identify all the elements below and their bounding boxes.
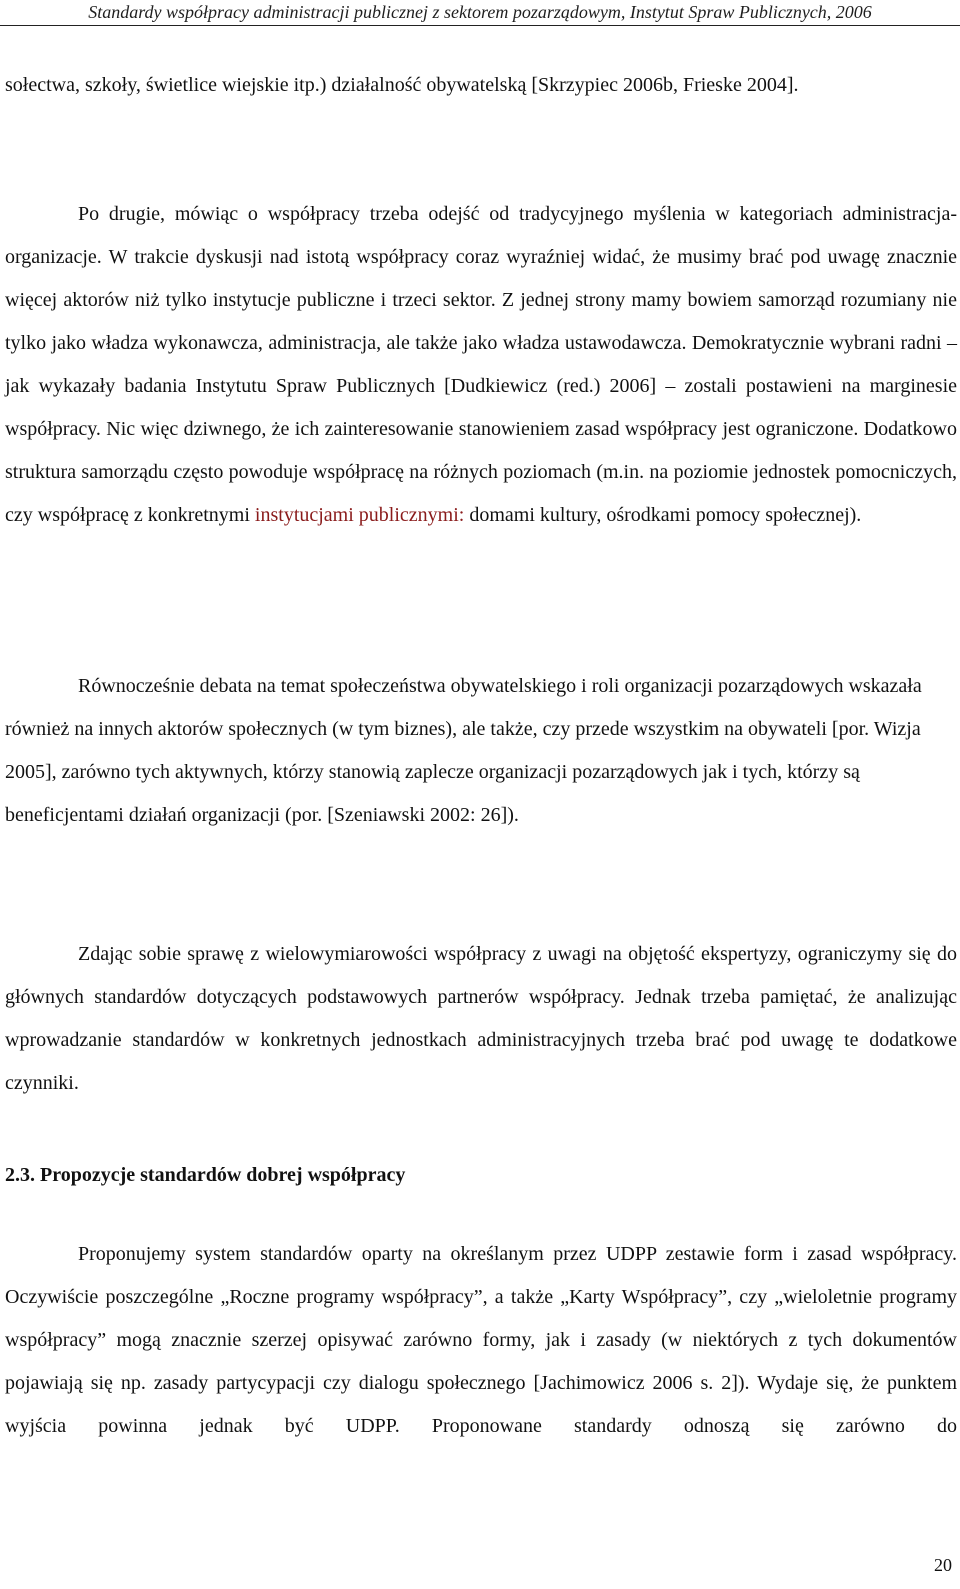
- header-rule: [0, 25, 960, 26]
- running-header: Standardy współpracy administracji publicznej z sektorem pozarządowym, Instytut Spraw Publicznych, 2006: [88, 2, 872, 22]
- paragraph-proposal: Proponujemy system standardów oparty na określanym przez UDPP zestawie form i zasad współpracy. Oczywiście poszczególne „Roczne programy współpracy”, a także „Karty Współpracy”, czy „wieloletnie programy współpracy” mogą znacznie szerzej opisywać zarówno formy, jak i zasady (w niektórych z tych dokumentów pojawiają się np. zasady partycypacji czy dialogu społecznego [Jachimowicz 2006 s. 2]). Wydaje się, że punktem wyjścia powinna jednak być UDPP. Proponowane standardy odnoszą się zarówno do: [5, 1243, 957, 1437]
- page-number: 20: [934, 1555, 952, 1575]
- institutions-link[interactable]: instytucjami publicznymi:: [254, 504, 465, 526]
- paragraph-actors-tail: domami kultury, ośrodkami pomocy społecznej).: [464, 504, 862, 526]
- paragraph-continuation: sołectwa, szkoły, świetlice wiejskie itp.) działalność obywatelską [Skrzypiec 2006b, Frieske 2004].: [5, 74, 799, 96]
- paragraph-scope: Zdając sobie sprawę z wielowymiarowości współpracy z uwagi na objętość ekspertyzy, ograniczymy się do głównych standardów dotyczących podstawowych partnerów współpracy. Jednak trzeba pamiętać, że analizując wprowadzanie standardów w konkretnych jednostkach administracyjnych trzeba brać pod uwagę te dodatkowe czynniki.: [5, 943, 957, 1094]
- paragraph-actors: [5, 193, 957, 537]
- paragraph-actors-text: Po drugie, mówiąc o współpracy trzeba odejść od tradycyjnego myślenia w kategoriach administracja-organizacje. W trakcie dyskusji nad istotą współpracy coraz wyraźniej widać, że musimy brać pod uwagę znacznie więcej aktorów niż tylko instytucje publiczne i trzeci sektor. Z jednej strony mamy bowiem samorząd rozumiany nie tylko jako władza wykonawcza, administracja, ale także jako władza ustawodawcza. Demokratycznie wybrani radni – jak wykazały badania Instytutu Spraw Publicznych [Dudkiewicz (red.) 2006] – zostali postawieni na marginesie współpracy. Nic więc dziwnego, że ich zainteresowanie stanowieniem zasad współpracy jest ograniczone. Dodatkowo struktura samorządu często powoduje współpracę na różnych poziomach (m.in. na poziomie jednostek pomocniczych, czy współpracę z konkretnymi: [5, 203, 957, 526]
- paragraph-debate: Równocześnie debata na temat społeczeństwa obywatelskiego i roli organizacji pozarządowych wskazała również na innych aktorów społecznych (w tym biznes), ale także, czy przede wszystkim na obywateli [por. Wizja 2005], zarówno tych aktywnych, którzy stanowią zaplecze organizacji pozarządowych jak i tych, którzy są beneficjentami działań organizacji (por. [Szeniawski 2002: 26]).: [5, 675, 922, 826]
- section-heading: 2.3. Propozycje standardów dobrej współpracy: [5, 1164, 406, 1186]
